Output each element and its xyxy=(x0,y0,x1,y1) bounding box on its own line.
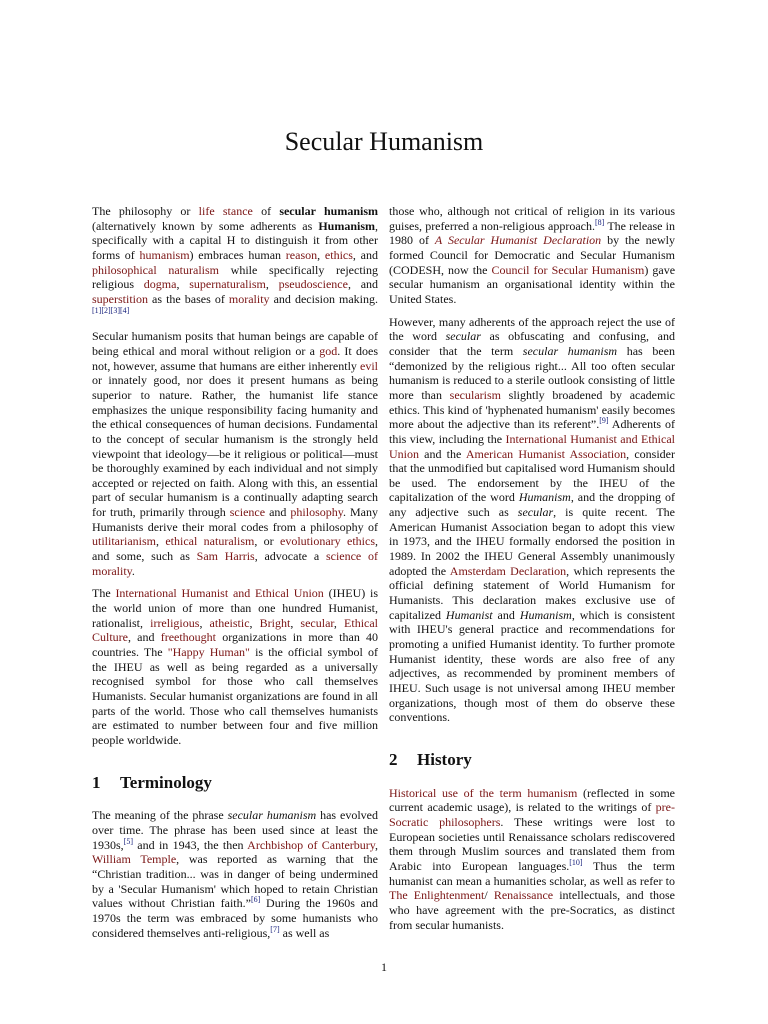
link-secularism[interactable]: secularism xyxy=(449,387,501,402)
link-science-of-morality[interactable]: science of morality xyxy=(92,549,379,578)
link-science[interactable]: science xyxy=(229,505,266,520)
citation-1-4[interactable]: [1][2][3][4] xyxy=(92,305,130,315)
link-superstition[interactable]: superstition xyxy=(92,291,148,306)
link-morality[interactable]: morality xyxy=(228,291,270,306)
link-william-temple[interactable]: William Temple xyxy=(92,852,177,867)
link-bright[interactable]: Bright xyxy=(259,615,291,630)
link-archbishop-of-canterbury[interactable]: Archbishop of Canterbury xyxy=(247,837,375,852)
link-ethical-naturalism[interactable]: ethical naturalism xyxy=(165,534,255,549)
citation-9[interactable]: [9] xyxy=(599,416,609,426)
link-atheistic[interactable]: atheistic xyxy=(209,615,250,630)
link-ethics[interactable]: ethics xyxy=(324,247,353,262)
paragraph-iheu: The International Humanist and Ethical Union (IHEU) is the world union of more than one hundred Humanist, rationalist, irreligious, atheistic, Bright, secular, Ethical Culture, and freethought organizations in more than 40 countries. The "Happy Human" is the official symbol of the IHEU as well as being regarded as a universally recognised symbol for those who call themselves Humanists. Secular humanist organizations are found in all parts of the world. Those who call themselves humanists are estimated to number between four and five million people worldwide. xyxy=(92,586,379,747)
link-ethical-culture[interactable]: Ethical Culture xyxy=(92,615,379,645)
citation-10[interactable]: [10] xyxy=(569,857,583,867)
link-god[interactable]: god xyxy=(319,343,338,358)
link-the-enlightenment[interactable]: The Enlightenment xyxy=(389,888,485,903)
link-philosophy[interactable]: philosophy xyxy=(290,505,343,520)
link-irreligious[interactable]: irreligious xyxy=(150,615,200,630)
link-pre-socratic-philosophers[interactable]: pre-Socratic philosophers xyxy=(389,800,675,829)
section-heading-terminology: 1 Terminology xyxy=(92,772,212,792)
link-american-humanist-association[interactable]: American Humanist Association xyxy=(465,446,627,461)
link-council-for-secular-humanism[interactable]: Council for Secular Humanism xyxy=(491,262,645,277)
paragraph-adherents-reject: However, many adherents of the approach reject the use of the word secular as obfuscating and confusing, and consider that the term secular humanism has been “demonized by the religious right... All too often secular humanism is reduced to a sterile outlook consisting of little more than secularism slightly broadened by academic ethics. This kind of 'hyphenated humanism' easily becomes more about the adjective than its referent”.[9] Adherents of this view, including the International Humanist and Ethical Union and the American Humanist Association, consider that the unmodified but capitalised word Humanism should be used. The endorsement by the IHEU of the capitalization of the word Humanism, and the dropping of any adjective such as secular, is quite recent. The American Humanist Association began to adopt this view in 1973, and the IHEU formally endorsed the position in 1989. In 2002 the IHEU General Assembly unanimously adopted the Amsterdam Declaration, which represents the official defining statement of World Humanism for Humanists. This declaration makes exclusive use of capitalized Humanist and Humanism, which is consistent with IHEU's general practice and recommendations for promoting a unified Humanist identity. To further promote Humanist identity, these words are also free of any adjectives, as recommended by prominent members of IHEU. Such usage is not universal among IHEU member organizations, though most of them do observe these conventions. xyxy=(389,314,676,725)
page-title: Secular Humanism xyxy=(284,127,484,157)
page-number: 1 xyxy=(381,960,387,974)
link-humanism[interactable]: humanism xyxy=(139,247,190,262)
link-reason[interactable]: reason xyxy=(285,247,318,262)
paragraph-secular-humanism-posits: Secular humanism posits that human beings are capable of being ethical and moral without religion or a god. It does not, however, assume that humans are either inherently evil or innately good, nor does it present humans as being superior to nature. Rather, the humanist life stance emphasizes the unique responsibility facing humanity and the ethical consequences of human decisions. Fundamental to the concept of secular humanism is the strongly held viewpoint that ideology—be it religious or political—must be thoroughly examined by each individual and not simply accepted or rejected on faith. Along with this, an essential part of secular humanism is a continually adapting search for truth, primarily through science and philosophy. Many Humanists derive their moral codes from a philosophy of utilitarianism, ethical naturalism, or evolutionary ethics, and some, such as Sam Harris, advocate a science of morality. xyxy=(92,329,379,578)
link-renaissance[interactable]: Renaissance xyxy=(493,888,554,903)
link-iheu[interactable]: International Humanist and Ethical Union xyxy=(115,586,324,601)
link-dogma[interactable]: dogma xyxy=(143,277,177,292)
left-column xyxy=(92,204,378,948)
link-iheu-2[interactable]: International Humanist and Ethical Union xyxy=(389,431,675,461)
link-amsterdam-declaration[interactable]: Amsterdam Declaration xyxy=(449,563,567,578)
link-happy-human[interactable]: "Happy Human" xyxy=(167,645,250,660)
right-column xyxy=(389,204,675,940)
link-evolutionary-ethics[interactable]: evolutionary ethics xyxy=(280,534,375,549)
citation-8[interactable]: [8] xyxy=(595,217,605,227)
link-evil[interactable]: evil xyxy=(360,358,378,373)
link-life-stance[interactable]: life stance xyxy=(198,204,253,218)
section-heading-history: 2 History xyxy=(389,749,472,769)
citation-6[interactable]: [6] xyxy=(250,895,261,905)
paragraph-terminology: The meaning of the phrase secular humanism has evolved over time. The phrase has been used since at least the 1930s,[5] and in 1943, the then Archbishop of Canterbury, William Temple, was reported as warning that the “Christian tradition... was in danger of being undermined by a 'Secular Humanism' which hoped to retain Christian values without Christian faith.”[6] During the 1960s and 1970s the term was embraced by some humanists who considered themselves anti-religious,[7] as well as xyxy=(92,808,379,940)
link-freethought[interactable]: freethought xyxy=(160,630,217,645)
link-utilitarianism[interactable]: utilitarianism xyxy=(92,534,156,549)
link-philosophical-naturalism[interactable]: philosophical naturalism xyxy=(92,262,219,277)
link-secular-humanist-declaration[interactable]: A Secular Humanist Declaration xyxy=(434,233,602,248)
link-sam-harris[interactable]: Sam Harris xyxy=(196,549,255,564)
link-supernaturalism[interactable]: supernaturalism xyxy=(189,277,266,292)
link-pseudoscience[interactable]: pseudoscience xyxy=(278,277,348,292)
link-secular[interactable]: secular xyxy=(300,615,334,630)
citation-5[interactable]: [5] xyxy=(123,836,133,846)
intro-paragraph: The philosophy or life stance of secular humanism (alternatively known by some adherents as Humanism, specifically with a capital H to distinguish it from other forms of humanism) embraces human reason, ethics, and philosophical naturalism while specifically rejecting religious dogma, supernaturalism, pseudoscience, and superstition as the bases of morality and decision making.[1][2][3][4] xyxy=(92,204,379,315)
paragraph-history: Historical use of the term humanism (reflected in some current academic usage), is related to the writings of pre-Socratic philosophers. These writings were lost to European societies until Renaissance scholars rediscovered them through Muslim sources and translated them from Arabic into European languages.[10] Thus the term humanist can mean a humanities scholar, as well as refer to The Enlightenment/ Renaissance intellectuals, and those who have agreement with the pre-Socratics, as distinct from secular humanists. xyxy=(389,785,676,932)
link-historical-use-of-humanism[interactable]: Historical use of the term humanism xyxy=(389,785,578,800)
paragraph-codesh: those who, although not critical of religion in its various guises, preferred a non-religious approach.[8] The release in 1980 of A Secular Humanist Declaration by the newly formed Council for Democratic and Secular Humanism (CODESH, now the Council for Secular Humanism) gave secular humanism an organisational identity within the United States. xyxy=(389,204,676,306)
citation-7[interactable]: [7] xyxy=(270,924,280,934)
